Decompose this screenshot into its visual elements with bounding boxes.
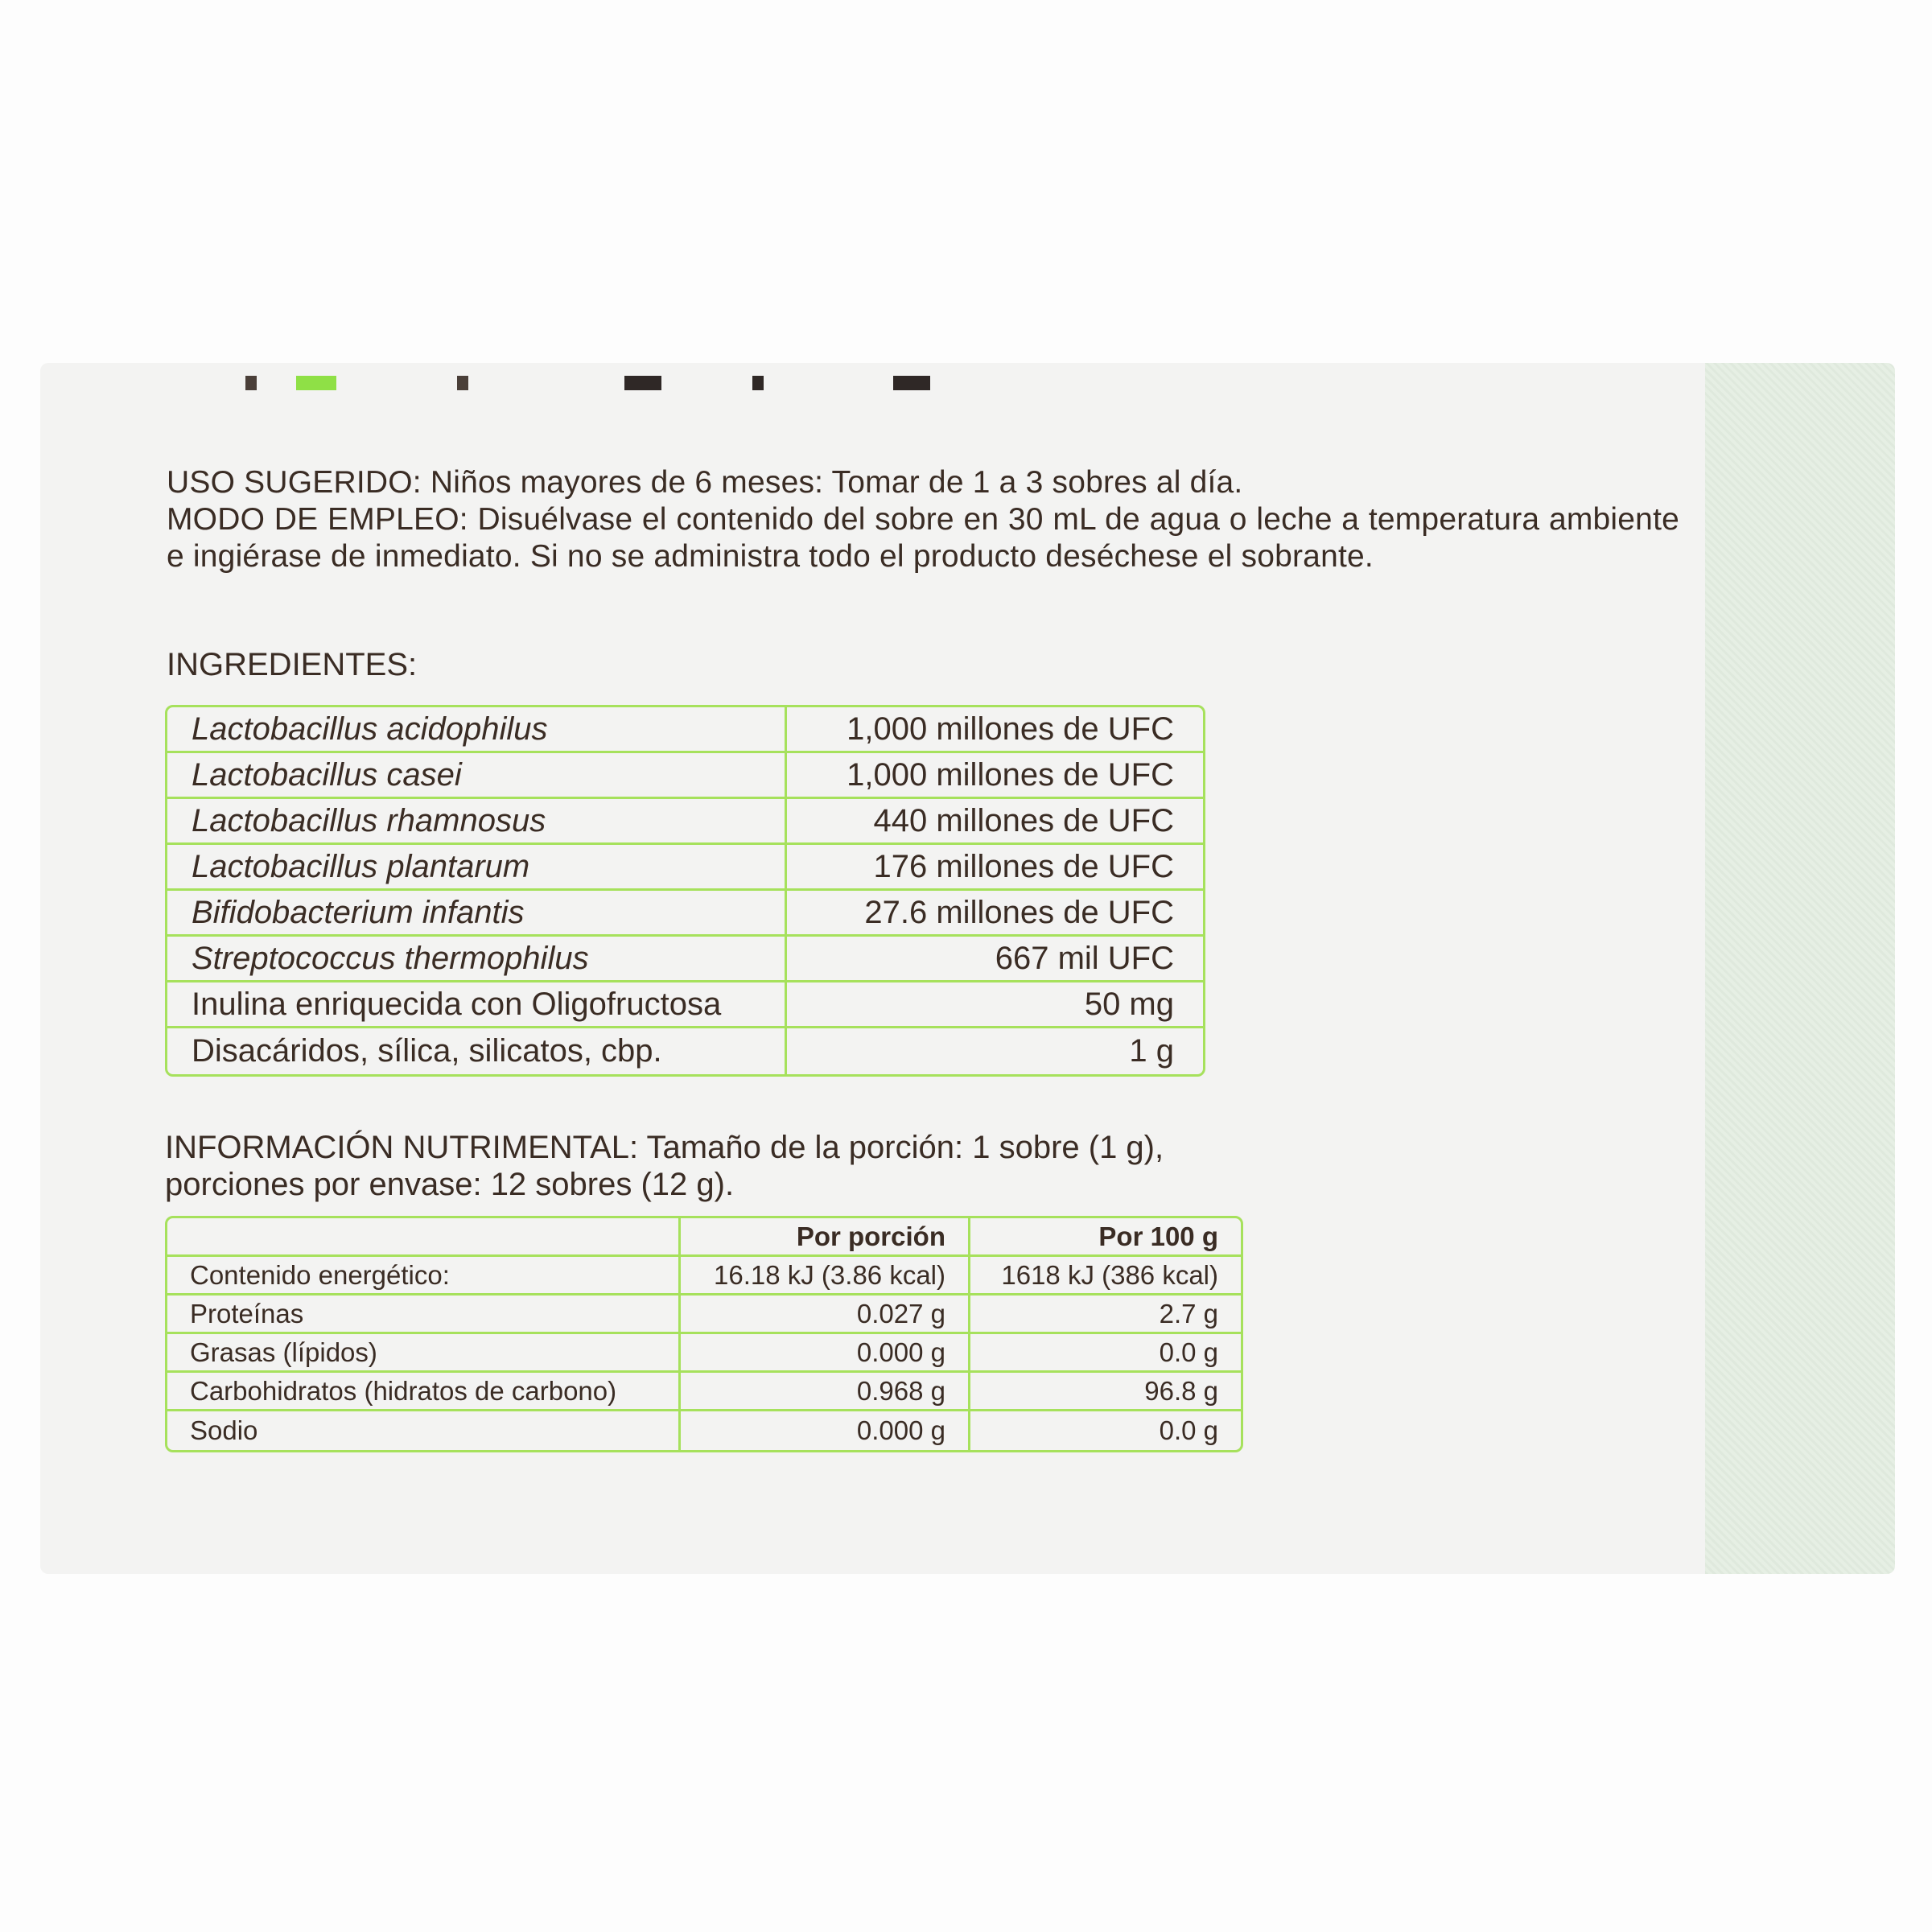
nutrition-header-row [167, 1218, 1241, 1257]
per-portion-value: 0.968 g [681, 1373, 970, 1411]
nutrient-label: Sodio [167, 1411, 681, 1450]
ingredient-name: Lactobacillus plantarum [167, 845, 787, 891]
ingredient-name: Inulina enriquecida con Oligofructosa [167, 982, 787, 1028]
nutrition-row [167, 1296, 1241, 1334]
usage-instructions [167, 464, 1679, 575]
ingredient-row [167, 845, 1203, 891]
nutrition-row [167, 1373, 1241, 1411]
per-portion-value: 16.18 kJ (3.86 kcal) [681, 1257, 970, 1296]
ingredients-heading: INGREDIENTES: [167, 647, 418, 682]
registration-mark [245, 376, 257, 390]
per-100g-value: 0.0 g [1159, 1415, 1218, 1445]
registration-mark [457, 376, 468, 390]
ingredient-row [167, 1028, 1203, 1074]
color-registration-marks [40, 376, 845, 392]
nutrition-heading-line: porciones por envase: 12 sobres (12 g). [165, 1167, 735, 1202]
suggested-use-text: USO SUGERIDO: Niños mayores de 6 meses: Tomar de 1 a 3 sobres al día. [167, 465, 1243, 500]
ingredient-amount: 27.6 millones de UFC [787, 891, 1203, 937]
per-100g-value: 2.7 g [970, 1296, 1241, 1334]
ingredient-row [167, 753, 1203, 799]
per-100g-value: 0.0 g [970, 1334, 1241, 1373]
ingredient-row [167, 982, 1203, 1028]
registration-mark [752, 376, 764, 390]
nutrient-label: Grasas (lípidos) [167, 1334, 681, 1373]
per-100g-value: 96.8 g [970, 1373, 1241, 1411]
nutrition-row [167, 1334, 1241, 1373]
ingredient-name: Streptococcus thermophilus [167, 937, 787, 982]
nutrition-heading-line: INFORMACIÓN NUTRIMENTAL: Tamaño de la porción: 1 sobre (1 g), [165, 1130, 1164, 1165]
per-100g-header: Por 100 g [970, 1218, 1241, 1257]
per-portion-value: 0.027 g [681, 1296, 970, 1334]
nutrient-label: Proteínas [167, 1296, 681, 1334]
ingredient-row [167, 891, 1203, 937]
ingredient-amount: 440 millones de UFC [787, 799, 1203, 845]
ingredient-name: Bifidobacterium infantis [167, 891, 787, 937]
per-portion-header: Por porción [681, 1218, 970, 1257]
per-portion-value: 0.000 g [681, 1411, 970, 1450]
ingredient-amount: 1 g [1129, 1033, 1174, 1069]
ingredient-amount: 176 millones de UFC [787, 845, 1203, 891]
ingredient-row [167, 799, 1203, 845]
nutrition-heading [165, 1129, 1164, 1203]
nutrition-table [165, 1216, 1243, 1452]
nutrient-label: Carbohidratos (hidratos de carbono) [167, 1373, 681, 1411]
green-side-strip [1705, 363, 1895, 1574]
nutrition-row [167, 1257, 1241, 1296]
registration-mark [624, 376, 661, 390]
ingredient-amount: 667 mil UFC [787, 937, 1203, 982]
ingredient-name: Lactobacillus casei [167, 753, 787, 799]
empty-header-cell [167, 1218, 681, 1257]
nutrition-row [167, 1411, 1241, 1450]
ingredient-row [167, 937, 1203, 982]
per-100g-value: 1618 kJ (386 kcal) [970, 1257, 1241, 1296]
ingredient-amount: 50 mg [787, 982, 1203, 1028]
ingredients-table [165, 705, 1205, 1077]
ingredient-row [167, 707, 1203, 753]
label-panel [40, 363, 1895, 1574]
nutrient-label: Contenido energético: [167, 1257, 681, 1296]
directions-text: MODO DE EMPLEO: Disuélvase el contenido del sobre en 30 mL de agua o leche a temperatura ambiente e ingiérase de inmediato. Si no se administra todo el producto deséchese el sobrante. [167, 502, 1679, 574]
ingredient-amount: 1,000 millones de UFC [787, 707, 1203, 753]
ingredient-name: Lactobacillus acidophilus [167, 707, 787, 753]
ingredient-name: Lactobacillus rhamnosus [167, 799, 787, 845]
registration-mark [296, 376, 336, 390]
registration-mark [893, 376, 930, 390]
ingredient-name: Disacáridos, sílica, silicatos, cbp. [167, 1028, 787, 1074]
per-portion-value: 0.000 g [681, 1334, 970, 1373]
ingredient-amount: 1,000 millones de UFC [787, 753, 1203, 799]
